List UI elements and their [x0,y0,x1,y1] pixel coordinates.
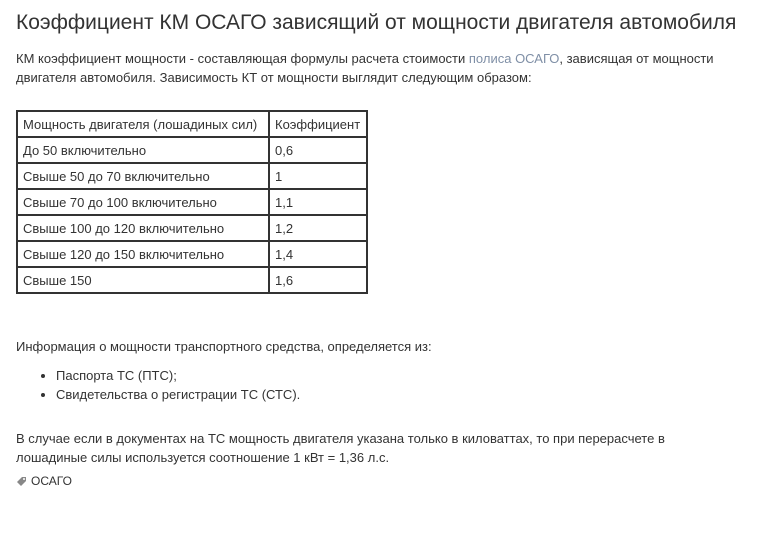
intro-paragraph [16,49,736,87]
power-coefficient-table [16,110,368,294]
table-row [17,267,367,293]
page-title: Коэффициент КМ ОСАГО зависящий от мощности двигателя автомобиля [16,11,737,34]
coefficient-cell: 1,6 [269,267,367,293]
tag-icon [16,475,28,487]
intro-text-start: КМ коэффициент мощности - составляющая формулы расчета стоимости [16,51,469,66]
power-range-cell: Свыше 50 до 70 включительно [17,163,269,189]
power-range-cell: Свыше 120 до 150 включительно [17,241,269,267]
table-row [17,241,367,267]
table-row [17,189,367,215]
osago-policy-link[interactable]: полиса ОСАГО [468,51,560,66]
table-row [17,163,367,189]
table-row [17,137,367,163]
coefficient-cell: 1 [269,163,367,189]
sources-list [16,366,742,404]
header-coefficient: Коэффициент [269,111,367,137]
power-range-cell: До 50 включительно [17,137,269,163]
tag-osago[interactable] [16,473,742,489]
intro-text-end: , зависящая от мощности двигателя автомобиля. Зависимость КТ от мощности выглядит следующим образом: [16,51,714,85]
power-range-cell: Свыше 100 до 120 включительно [17,215,269,241]
table-header-row [17,111,367,137]
coefficient-cell: 0,6 [269,137,367,163]
tag-label[interactable]: ОСАГО [31,474,72,488]
coefficient-cell: 1,1 [269,189,367,215]
power-range-cell: Свыше 70 до 100 включительно [17,189,269,215]
table-row [17,215,367,241]
header-engine-power: Мощность двигателя (лошадиных сил) [17,111,269,137]
power-range-cell: Свыше 150 [17,267,269,293]
info-paragraph: Информация о мощности транспортного средства, определяется из: [16,339,432,354]
coefficient-cell: 1,2 [269,215,367,241]
list-item: • Паспорта ТС (ПТС); [56,366,742,385]
note-paragraph: В случае если в документах на ТС мощность двигателя указана только в киловаттах, то при перерасчете в лошадиные силы используется соотношение 1 кВт = 1,36 л.с. [16,431,665,465]
list-item: • Свидетельства о регистрации ТС (СТС). [56,385,742,404]
coefficient-cell: 1,4 [269,241,367,267]
